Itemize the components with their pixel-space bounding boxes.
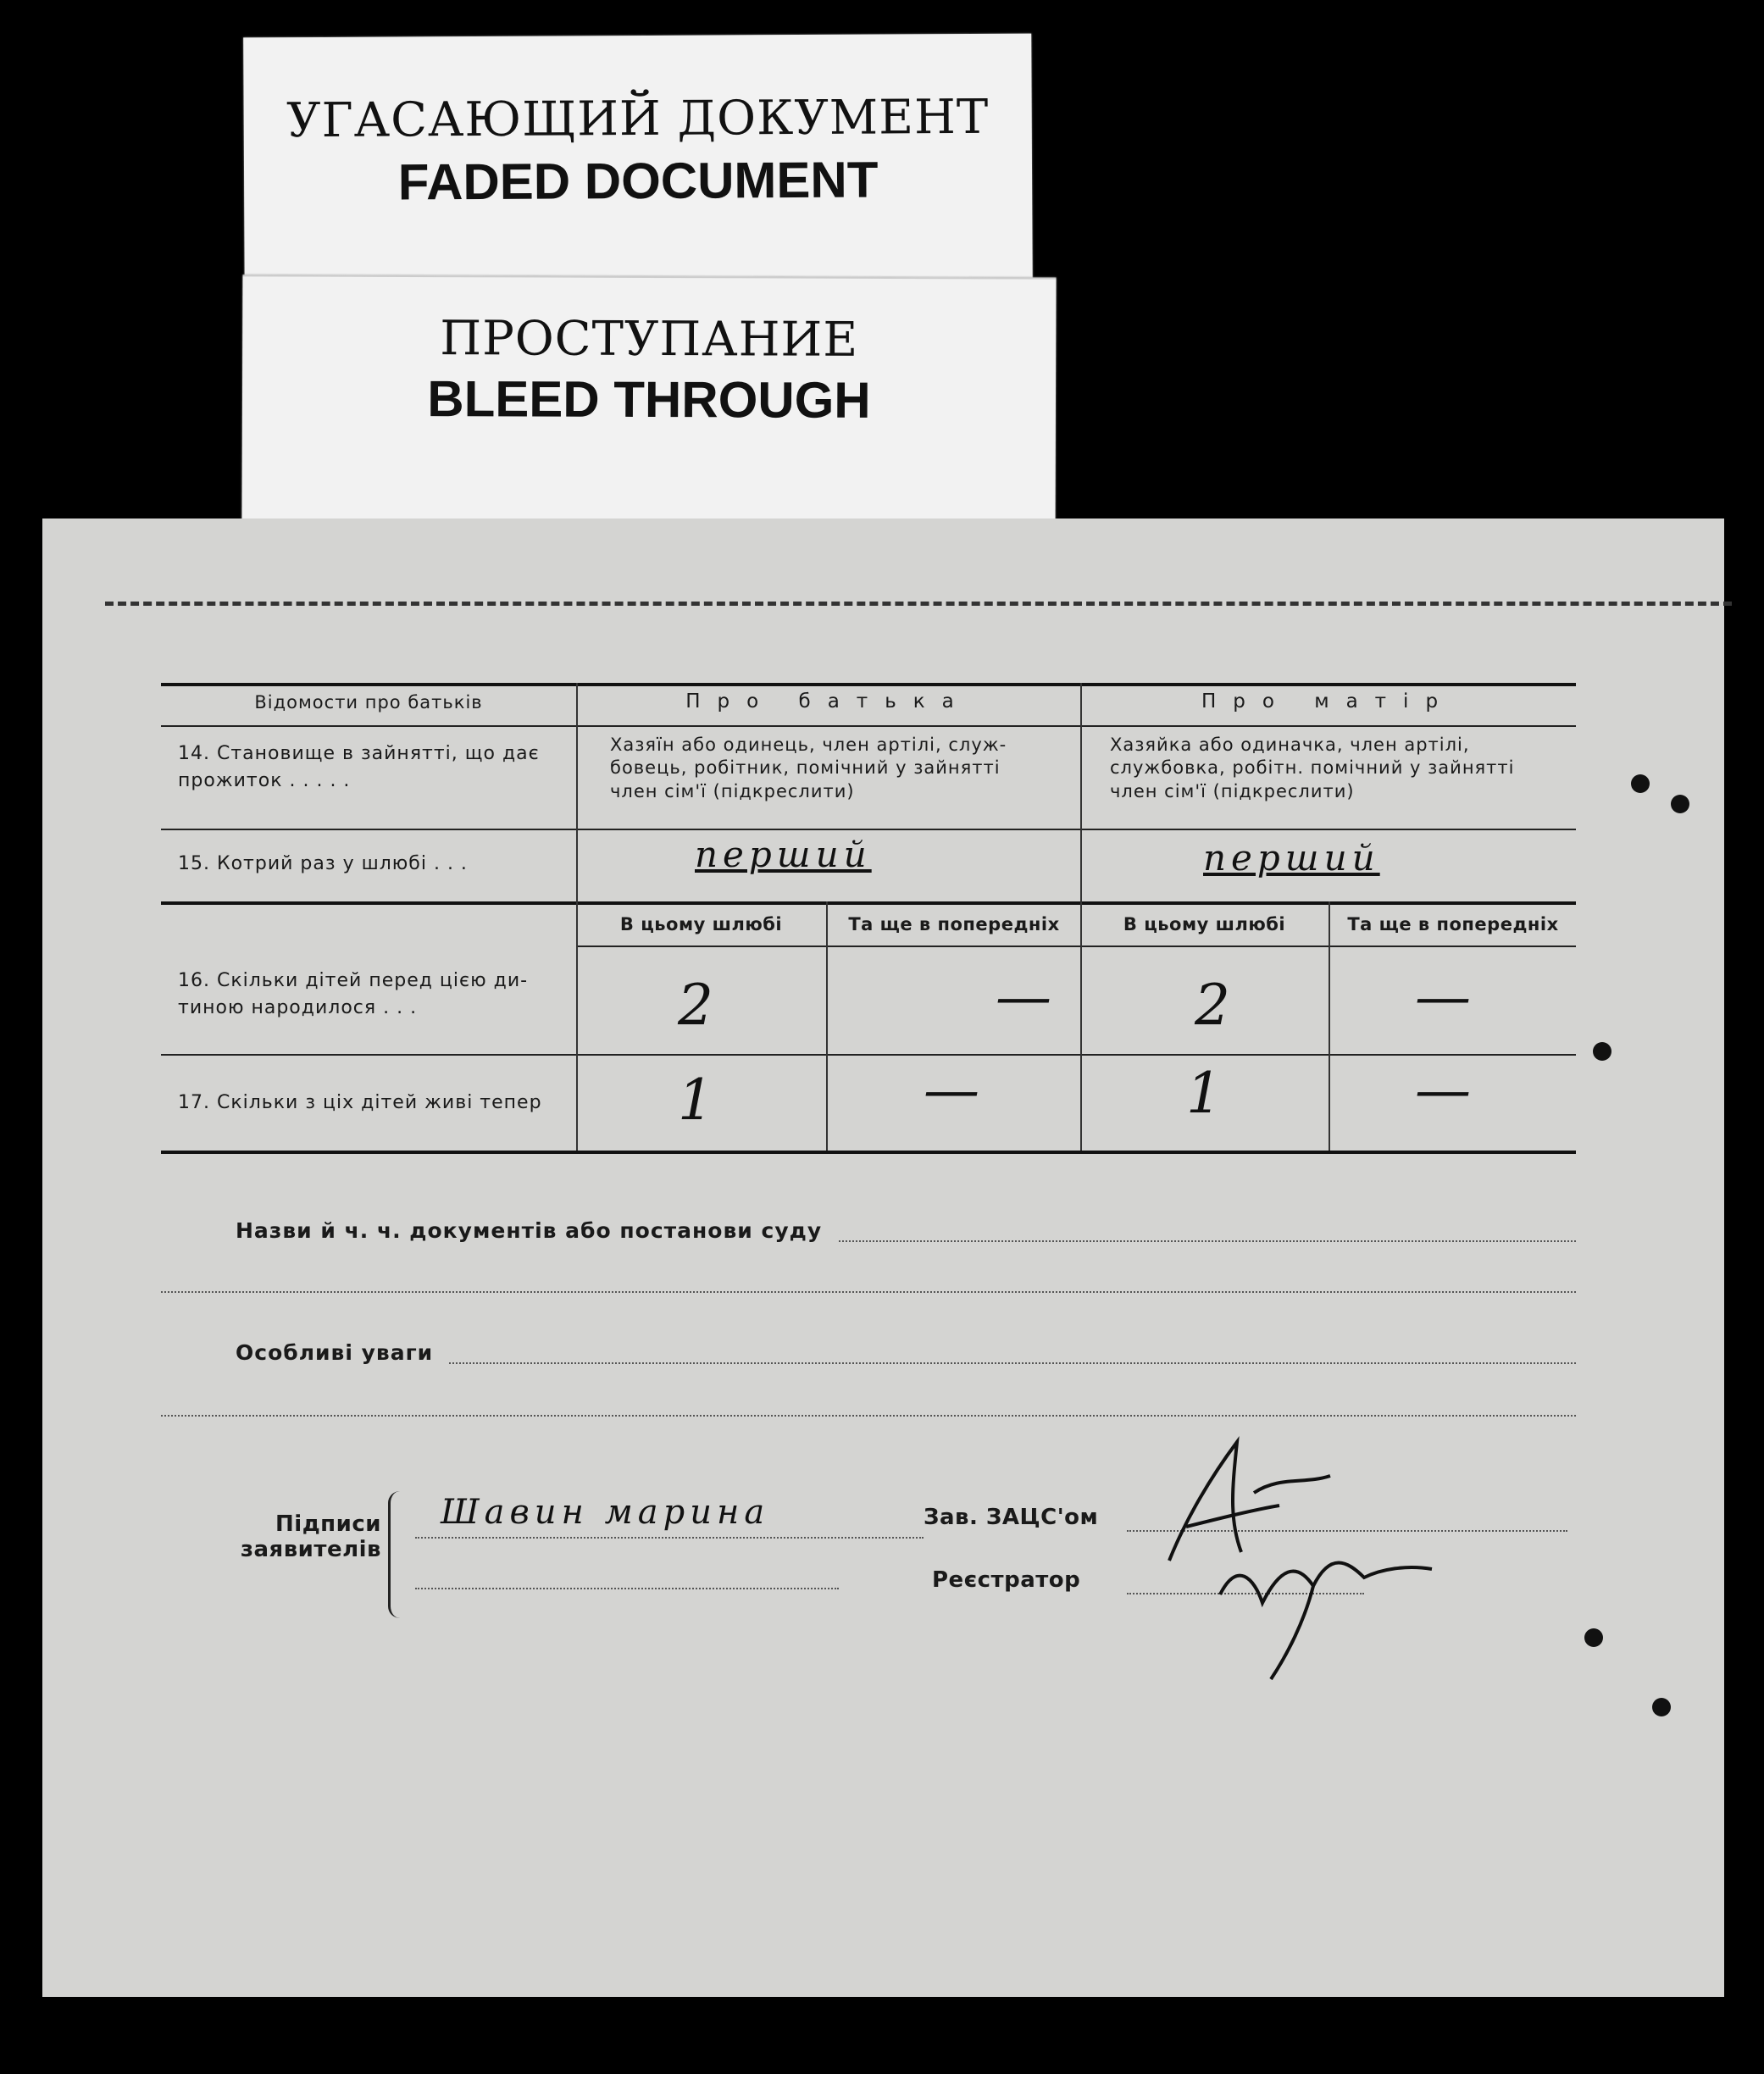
row14-father-options xyxy=(610,734,1068,803)
row14-father-line1: Хазяїн або одинець, член артілі, служ- xyxy=(610,735,1007,755)
row14-father-line2: бовець, робітник, помічний у зайнятті xyxy=(610,757,1001,779)
table-rule xyxy=(576,946,1576,947)
registrar-signature xyxy=(1212,1527,1483,1696)
row15-father-handwriting: перший xyxy=(695,834,872,875)
table-divider xyxy=(826,901,828,1151)
subheader-this-marriage-father: В цьому шлюбі xyxy=(619,914,783,934)
applicant-signature: Шавин марина xyxy=(441,1493,770,1532)
table-rule xyxy=(161,725,1576,727)
faded-card-en: FADED DOCUMENT xyxy=(397,151,879,211)
notes-line-2 xyxy=(161,1415,1576,1417)
row15-mother-handwriting: перший xyxy=(1203,837,1380,879)
bleed-card-en: BLEED THROUGH xyxy=(427,370,871,429)
punch-hole xyxy=(1652,1698,1671,1716)
subheader-previous-mother: Та ще в попередніх xyxy=(1347,914,1559,934)
table-top-rule xyxy=(161,683,1576,686)
row16-label xyxy=(178,968,568,1022)
table-bottom-rule xyxy=(161,1151,1576,1154)
documents-label: Назви й ч. ч. документів або постанови суду xyxy=(236,1218,823,1243)
head-zags-label: Зав. ЗАЦС'ом xyxy=(924,1505,1099,1530)
row16-father-prev-value: — xyxy=(996,964,1052,1029)
punch-hole xyxy=(1671,795,1689,813)
bleed-card-ru: ПРОСТУПАНИЕ xyxy=(440,311,859,368)
documents-line xyxy=(839,1240,1576,1242)
applicant-signature-line xyxy=(415,1537,924,1539)
punch-hole xyxy=(1631,774,1650,793)
bleed-through-card xyxy=(241,274,1056,523)
parents-info-table xyxy=(161,683,1576,1264)
row17-label: 17. Скільки з ціх дітей живі тепер xyxy=(178,1092,542,1113)
table-rule xyxy=(161,1054,1576,1056)
row14-father-line3: член сім'ї (підкреслити) xyxy=(610,780,855,801)
notes-line xyxy=(449,1362,1576,1364)
row15-label: 15. Котрий раз у шлюбі . . . xyxy=(178,853,468,874)
row14-mother-line1: Хазяйка або одиначка, член артілі, xyxy=(1110,735,1470,755)
table-divider xyxy=(1329,901,1330,1151)
registrar-label: Реєстратор xyxy=(932,1567,1081,1593)
document-page xyxy=(42,518,1724,1997)
row16-label-line1: 16. Скільки дітей перед цією ди- xyxy=(178,970,529,991)
row14-mother-options xyxy=(1110,734,1567,803)
subheader-this-marriage-mother: В цьому шлюбі xyxy=(1123,914,1286,934)
row14-mother-line3: член сім'ї (підкреслити) xyxy=(1110,780,1355,801)
faded-document-card xyxy=(243,34,1033,301)
table-rule xyxy=(161,901,1576,905)
signatures-label-line2: заявителів xyxy=(240,1537,381,1562)
punch-hole xyxy=(1584,1628,1603,1647)
row17-mother-prev-value: — xyxy=(1415,1057,1472,1123)
table-rule xyxy=(161,829,1576,830)
row17-mother-this-value: 1 xyxy=(1186,1061,1223,1126)
signatures-label-line1: Підписи xyxy=(275,1511,381,1537)
row14-label-line1: 14. Становище в зайнятті, що дає xyxy=(178,743,540,764)
row14-mother-line2: службовка, робітн. помічний у зайнятті xyxy=(1110,757,1515,779)
notes-label: Особливі уваги xyxy=(236,1340,434,1365)
header-mother: Про матір xyxy=(1201,690,1456,713)
row16-father-this-value: 2 xyxy=(678,973,714,1038)
signatures-brace xyxy=(388,1491,409,1618)
header-father: Про батька xyxy=(685,690,971,713)
documents-line-2 xyxy=(161,1291,1576,1293)
applicant-signature-line-2 xyxy=(415,1588,839,1589)
signatures-label xyxy=(212,1511,381,1562)
subheader-previous-father: Та ще в попередніх xyxy=(848,914,1060,934)
row16-mother-prev-value: — xyxy=(1415,964,1472,1029)
faded-card-ru: УГАСАЮЩИЙ ДОКУМЕНТ xyxy=(286,89,990,149)
row14-label-line2: прожиток . . . . . xyxy=(178,769,351,791)
header-parents-info: Відомости про батьків xyxy=(254,692,483,713)
row17-father-this-value: 1 xyxy=(678,1068,714,1133)
row17-father-prev-value: — xyxy=(924,1057,980,1123)
row14-label xyxy=(178,740,568,795)
punch-hole xyxy=(1593,1042,1611,1061)
perforation-line xyxy=(105,602,1732,606)
row16-mother-this-value: 2 xyxy=(1195,973,1231,1038)
row16-label-line2: тиною народилося . . . xyxy=(178,996,418,1018)
